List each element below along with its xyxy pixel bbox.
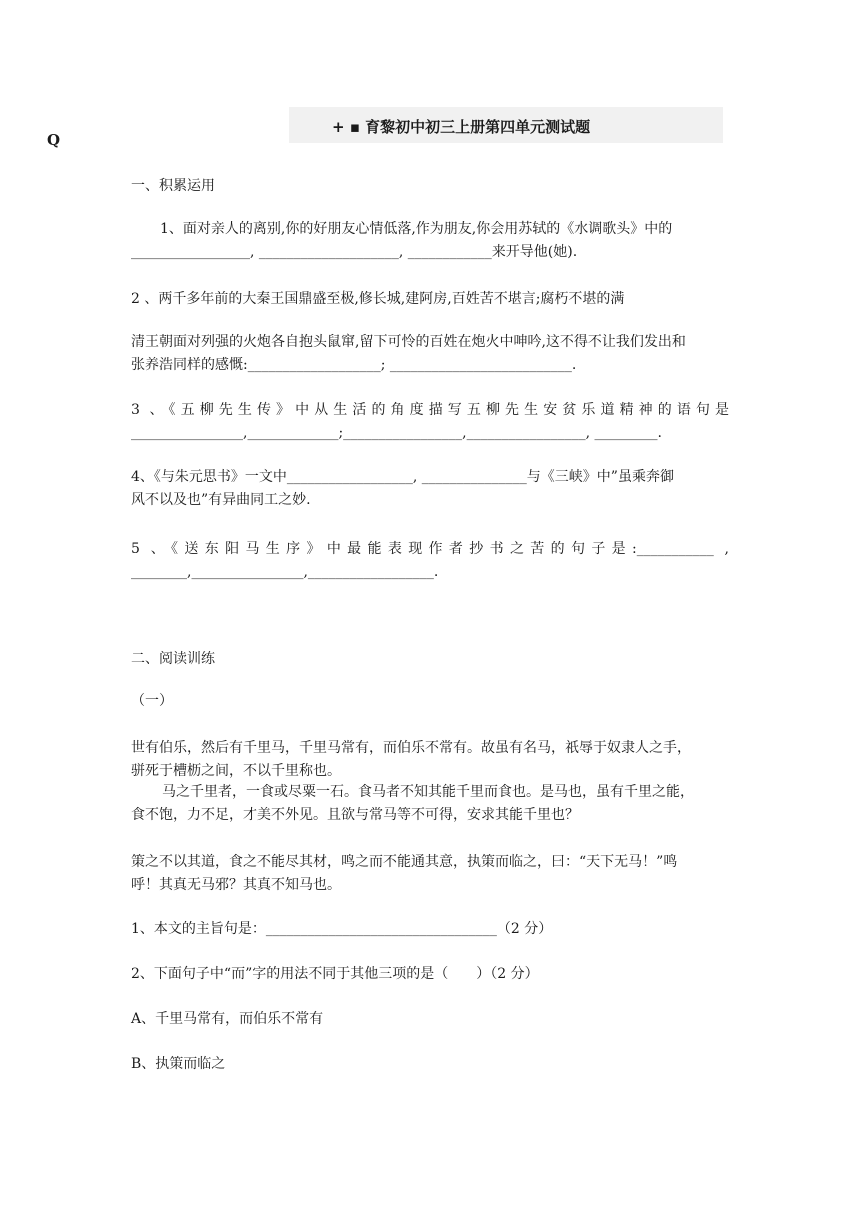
question-2-line-3: 张养浩同样的感慨:___________________; __________________________.	[131, 357, 577, 373]
passage-line-3: 马之千里者，一食或尽粟一石。食马者不知其能千里而食也。是马也，虽有千里之能，	[162, 784, 694, 800]
passage-line-5: 策之不以其道，食之不能尽其材，鸣之而不能通其意，执策而临之，曰：“天下无马！”鸣	[131, 854, 678, 870]
question-1-line-1: 1、面对亲人的离别,你的好朋友心情低落,作为朋友,你会用苏轼的《水调歌头》中的	[160, 221, 673, 237]
question-3-line-1: 3 、《五柳先生传》中从生活的角度描写五柳先生安贫乐道精神的语句是	[131, 402, 729, 418]
subsection-label: （一）	[131, 693, 173, 709]
question-1-line-2: _________________, ____________________, ____________来开导他(她).	[131, 244, 578, 260]
question-2-line-1: 2 、两千多年前的大秦王国鼎盛至极,修长城,建阿房,百姓苦不堪言;腐朽不堪的满	[131, 291, 625, 307]
page-title: + ▪ 育黎初中初三上册第四单元测试题	[332, 118, 591, 136]
passage-line-4: 食不饱，力不足，才美不外见。且欲与常马等不可得，安求其能千里也？	[131, 807, 579, 823]
option-b: B、执策而临之	[131, 1056, 226, 1072]
reading-question-1: 1、本文的主旨句是：_________________________________（2 分）	[131, 921, 553, 937]
passage-line-2: 骈死于槽枥之间，不以千里称也。	[131, 763, 341, 779]
passage-line-1: 世有伯乐，然后有千里马，千里马常有，而伯乐不常有。故虽有名马，祇辱于奴隶人之手，	[131, 740, 691, 756]
question-5-line-1: 5 、《送东阳马生序》中最能表现作者抄书之苦的句子是:___________ ,	[131, 541, 729, 557]
reading-question-2: 2、下面句子中“而”字的用法不同于其他三项的是（ ）（2 分）	[131, 966, 539, 982]
option-a: A、千里马常有，而伯乐不常有	[131, 1011, 324, 1027]
question-4-line-2: 风不以及也”有异曲同工之妙.	[131, 492, 311, 508]
passage-line-6: 呼！其真无马邪？其真不知马也。	[131, 877, 341, 893]
margin-mark: Q	[47, 131, 61, 149]
section-heading-1: 一、积累运用	[131, 178, 215, 194]
question-5-line-2: ________,________________,__________________.	[131, 564, 439, 580]
question-4-line-1: 4、《与朱元思书》一文中__________________, _______________与《三峡》中”虽乘奔御	[131, 469, 674, 485]
section-heading-2: 二、阅读训练	[131, 651, 215, 667]
question-3-line-2: ________________,_____________;_________________,_________________, _________.	[131, 425, 662, 441]
question-2-line-2: 清王朝面对列强的火炮各自抱头鼠窜,留下可怜的百姓在炮火中呻吟,这不得不让我们发出和	[131, 334, 686, 350]
